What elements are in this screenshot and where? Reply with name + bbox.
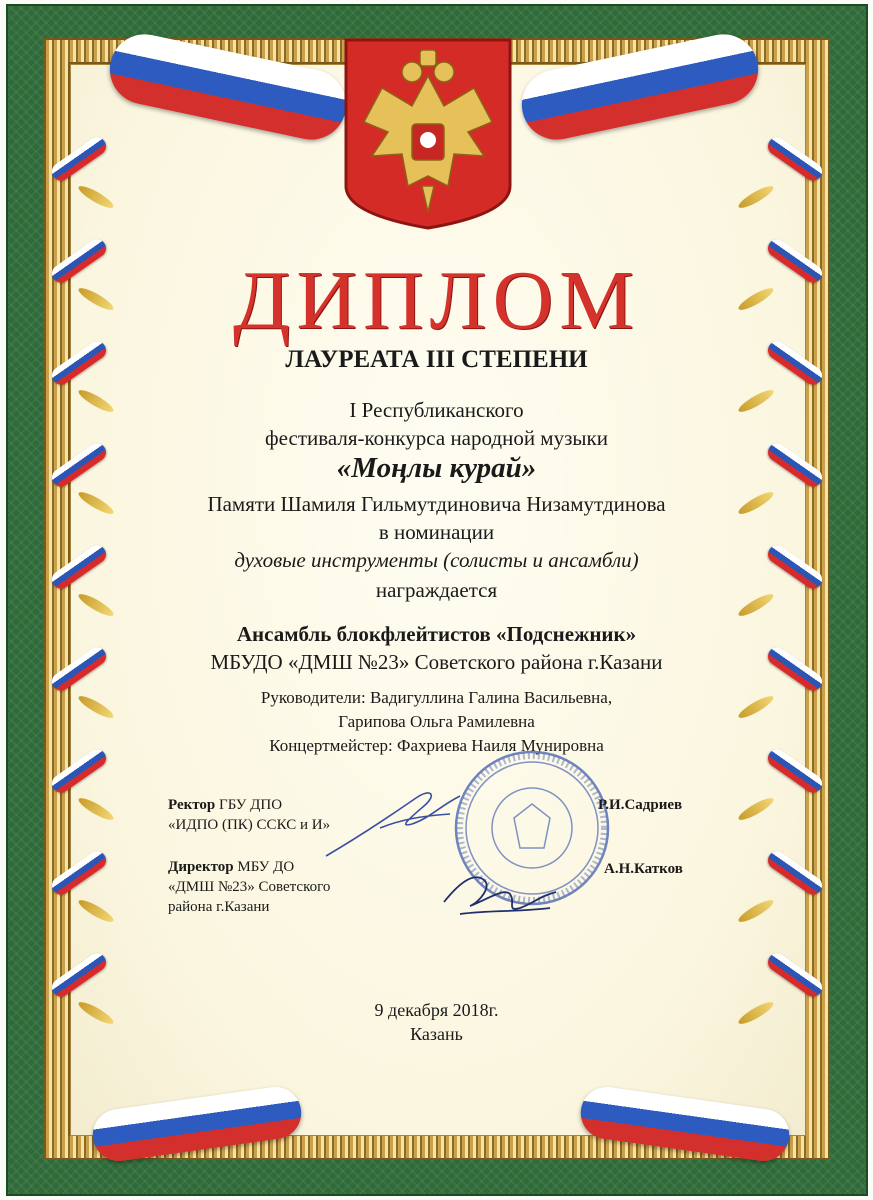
director-title-rest: МБУ ДО: [233, 859, 295, 875]
leaders-line-1: Руководители: Вадигуллина Галина Васильевна,: [260, 688, 613, 707]
ensemble-name: Ансамбль блокфлейтистов «Подснежник»: [236, 622, 637, 646]
festival-name: «Моңлы курай»: [336, 452, 537, 484]
rector-org: «ИДПО (ПК) ССКС и И»: [168, 817, 331, 833]
rector-signature-icon: [320, 776, 480, 866]
school-name: МБУДО «ДМШ №23» Советского района г.Казани: [210, 650, 663, 674]
accompanist: Концертмейстер: Фахриева Наиля Мунировна: [269, 736, 604, 755]
leaders-line-2: Гарипова Ольга Рамилевна: [338, 712, 535, 731]
director-name: А.Н.Катков: [604, 861, 683, 877]
coat-of-arms-icon: [342, 36, 514, 232]
director-org-line-2: района г.Казани: [168, 899, 270, 915]
nomination-intro: в номинации: [378, 520, 495, 544]
awarded-label: награждается: [375, 578, 498, 602]
issue-city: Казань: [410, 1024, 463, 1044]
certificate-title: ДИПЛОМ: [233, 254, 640, 347]
director-signature-icon: [440, 862, 560, 922]
rector-name: Р.И.Садриев: [598, 797, 683, 813]
director-title-bold: Директор: [168, 859, 234, 875]
laureate-degree: ЛАУРЕАТА III СТЕПЕНИ: [285, 346, 588, 373]
rector-title-rest: ГБУ ДПО: [215, 797, 283, 813]
memory-line: Памяти Шамиля Гильмутдиновича Низамутдинова: [207, 492, 666, 516]
rector-title-bold: Ректор: [168, 797, 216, 813]
festival-line-1: I Республиканского: [349, 398, 524, 422]
nomination: духовые инструменты (солисты и ансамбли): [234, 548, 639, 572]
festival-line-2: фестиваля-конкурса народной музыки: [265, 426, 608, 450]
director-title: [168, 858, 294, 877]
rector-title: [168, 796, 282, 815]
issue-date: 9 декабря 2018г.: [374, 1000, 499, 1020]
director-org-line-1: «ДМШ №23» Советского: [168, 879, 331, 895]
